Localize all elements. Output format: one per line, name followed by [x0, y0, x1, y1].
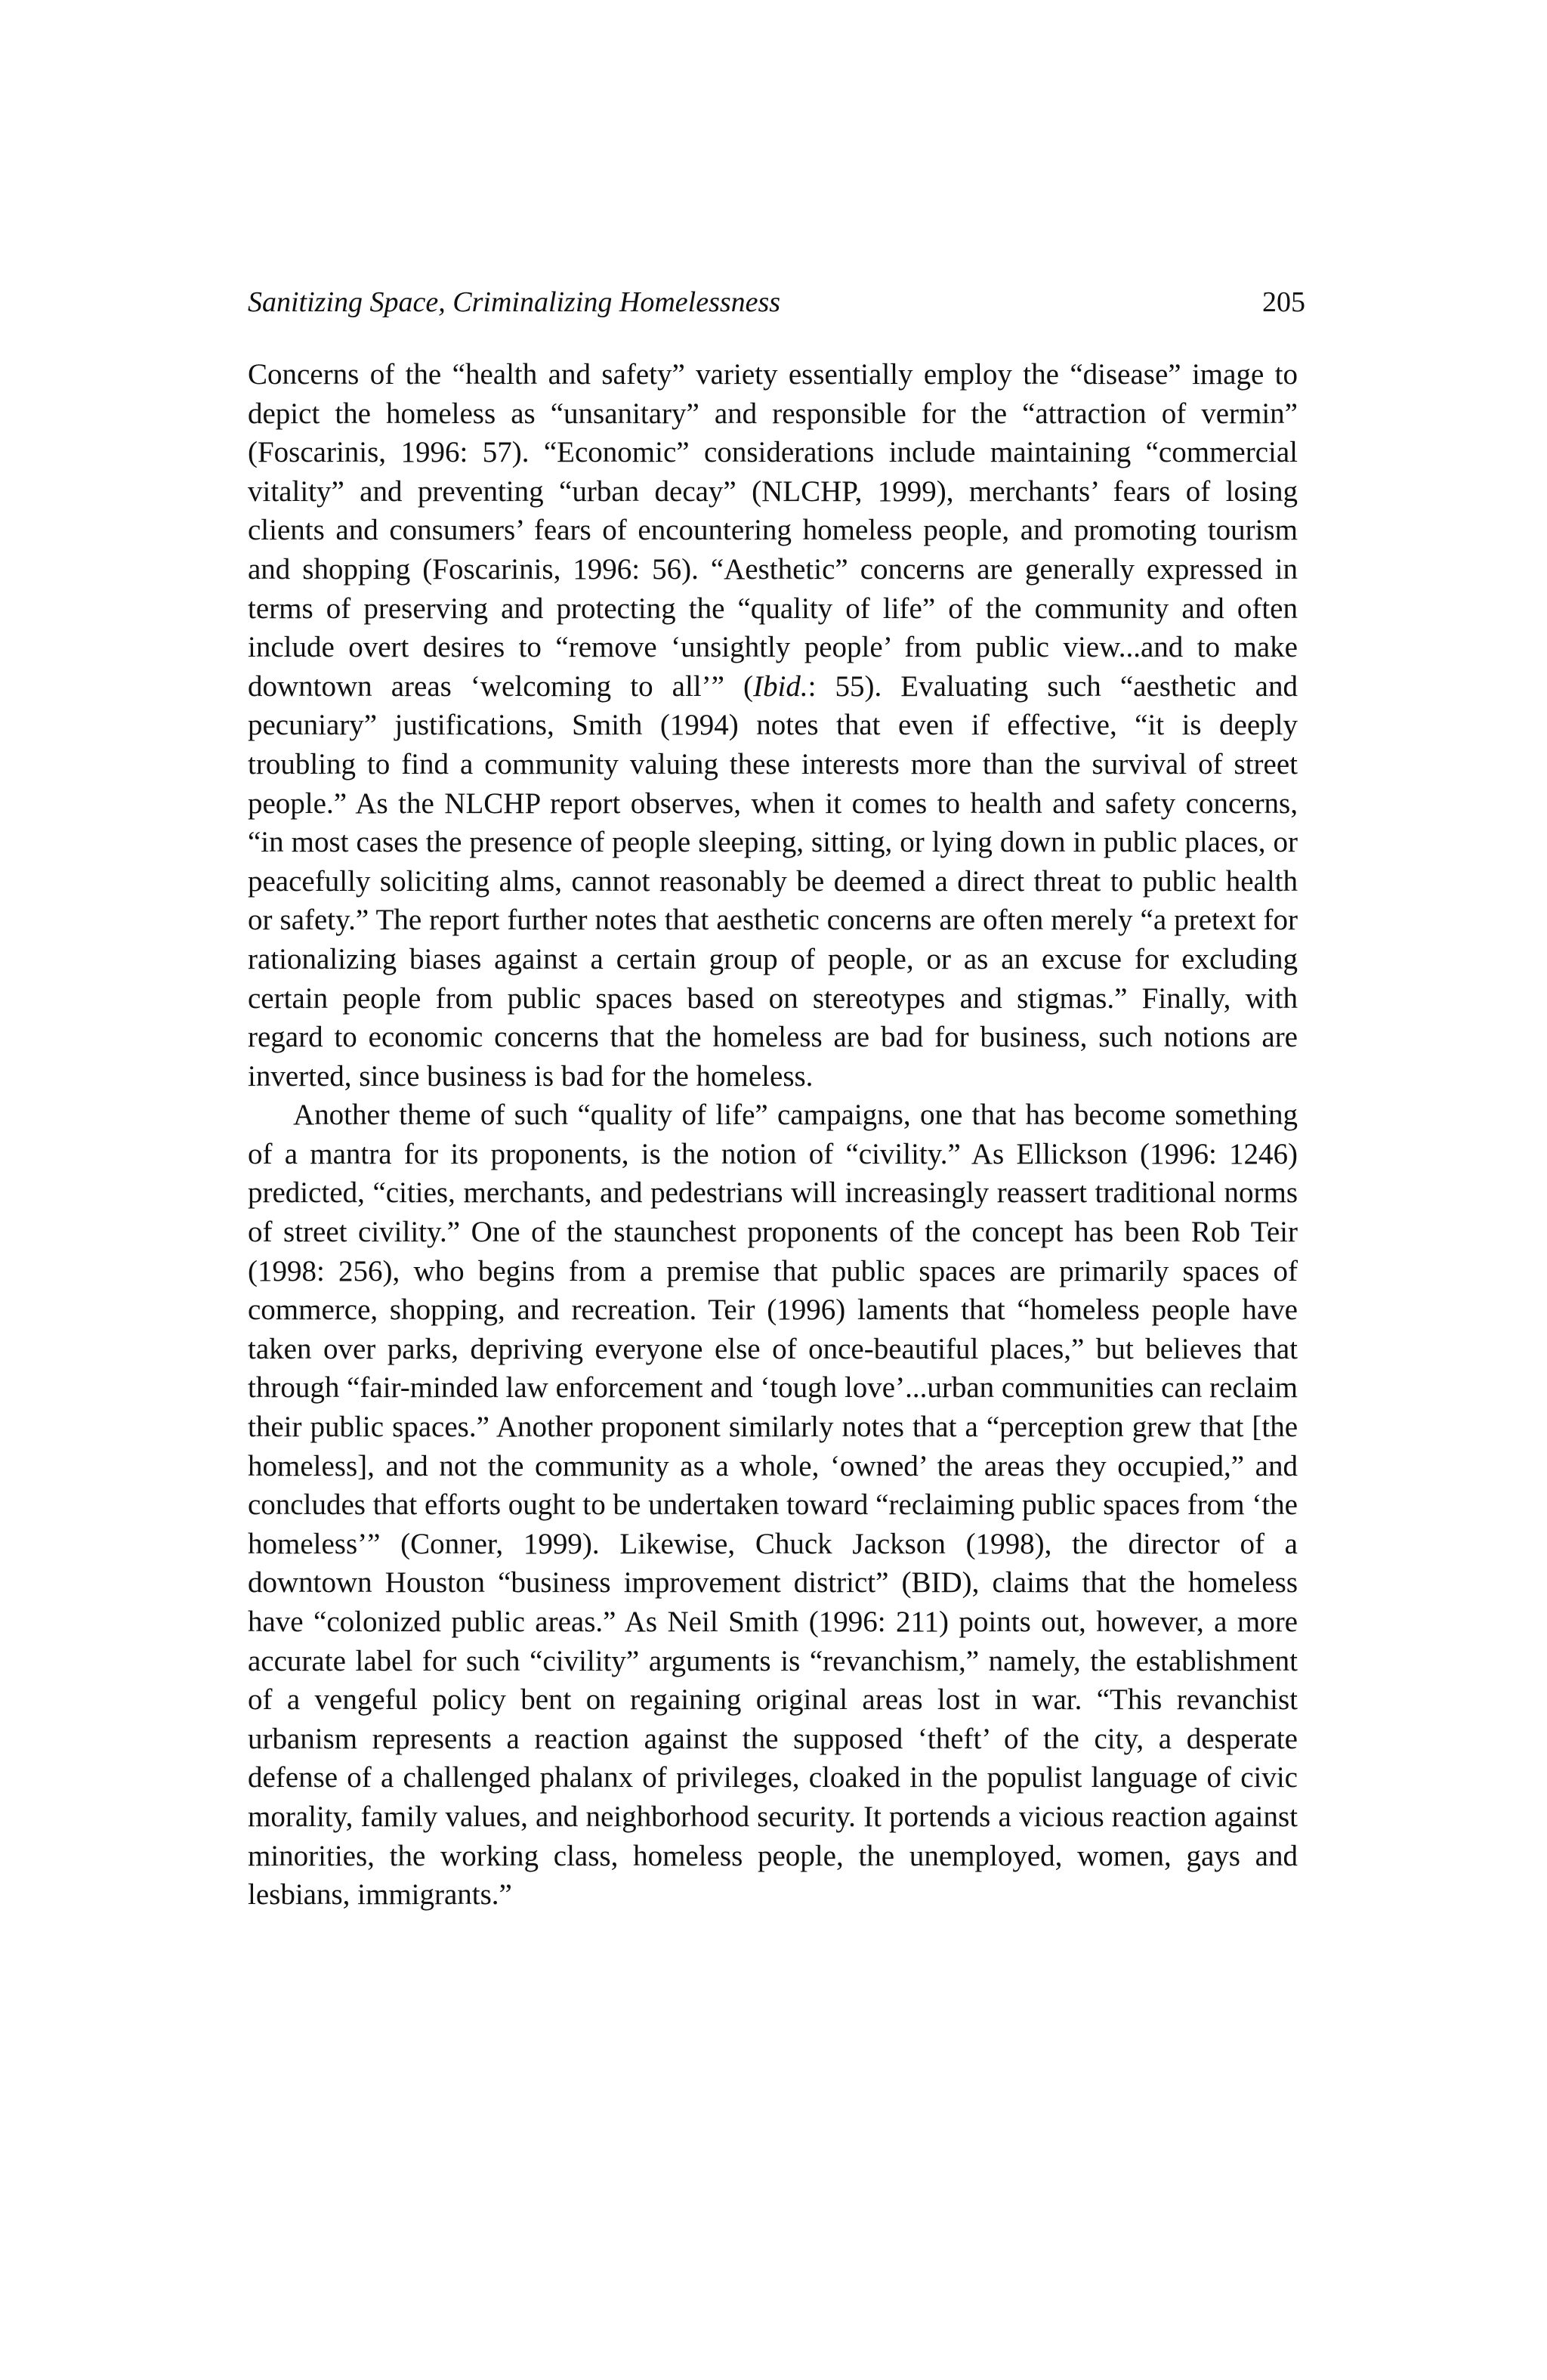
paragraph-1 [248, 355, 1298, 1096]
paragraph-1-text-a: Concerns of the “health and safety” variety essentially employ the “disease” image to depict the homeless as “unsanitary” and responsible for the “attraction of vermin” (Foscarinis, 1996: 57). “Economic” considerations include maintaining “commercial vitality” and preventing “urban decay” (NLCHP, 1999), merchants’ fears of losing clients and consumers’ fears of encountering homeless people, and promoting tourism and shopping (Foscarinis, 1996: 56). “Aesthetic” concerns are generally expressed in terms of preserving and protecting the “quality of life” of the community and often include overt desires to “remove ‘unsightly people’ from public view...and to make downtown areas ‘welcoming to all’” ( [248, 358, 1298, 703]
paragraph-1-text-b: : 55). Evaluating such “aesthetic and pecuniary” justifications, Smith (1994) notes that even if effective, “it is deeply troubling to find a community valuing these interests more than the survival of street people.” As the NLCHP report observes, when it comes to health and safety concerns, “in most cases the presence of people sleeping, sitting, or lying down in public places, or peacefully soliciting alms, cannot reasonably be deemed a direct threat to public health or safety.” The report further notes that aesthetic concerns are often merely “a pretext for rationalizing biases against a certain group of people, or as an excuse for excluding certain people from public spaces based on stereotypes and stigmas.” Finally, with regard to economic concerns that the homeless are bad for business, such notions are inverted, since business is bad for the homeless. [248, 669, 1298, 1093]
running-title: Sanitizing Space, Criminalizing Homelessness [248, 286, 781, 318]
page-number: 205 [1262, 286, 1305, 318]
paragraph-2 [248, 1096, 1298, 1914]
body-text [248, 355, 1298, 1915]
paragraph-2-text: Another theme of such “quality of life” campaigns, one that has become something of a mantra for its proponents, is the notion of “civility.” As Ellickson (1996: 1246) predicted, “cities, merchants, and pedestrians will increasingly reassert traditional norms of street civility.” One of the staunchest proponents of the concept has been Rob Teir (1998: 256), who begins from a premise that public spaces are primarily spaces of commerce, shopping, and recreation. Teir (1996) laments that “homeless people have taken over parks, depriving everyone else of once-beautiful places,” but believes that through “fair-minded law enforcement and ‘tough love’...urban communities can reclaim their public spaces.” Another proponent similarly notes that a “perception grew that [the homeless], and not the community as a whole, ‘owned’ the areas they occupied,” and concludes that efforts ought to be undertaken toward “reclaiming public spaces from ‘the homeless’” (Conner, 1999). Likewise, Chuck Jackson (1998), the director of a downtown Houston “business improvement district” (BID), claims that the homeless have “colonized public areas.” As Neil Smith (1996: 211) points out, however, a more accurate label for such “civility” arguments is “revanchism,” namely, the establishment of a vengeful policy bent on regaining original areas lost in war. “This revanchist urbanism represents a reaction against the supposed ‘theft’ of the city, a desperate defense of a challenged phalanx of privileges, cloaked in the populist language of civic morality, family values, and neighborhood security. It portends a vicious reaction against minorities, the working class, homeless people, the unemployed, women, gays and lesbians, immigrants.” [248, 1099, 1298, 1912]
running-header [248, 281, 1305, 323]
paragraph-1-citation-ibid: Ibid. [753, 669, 808, 703]
